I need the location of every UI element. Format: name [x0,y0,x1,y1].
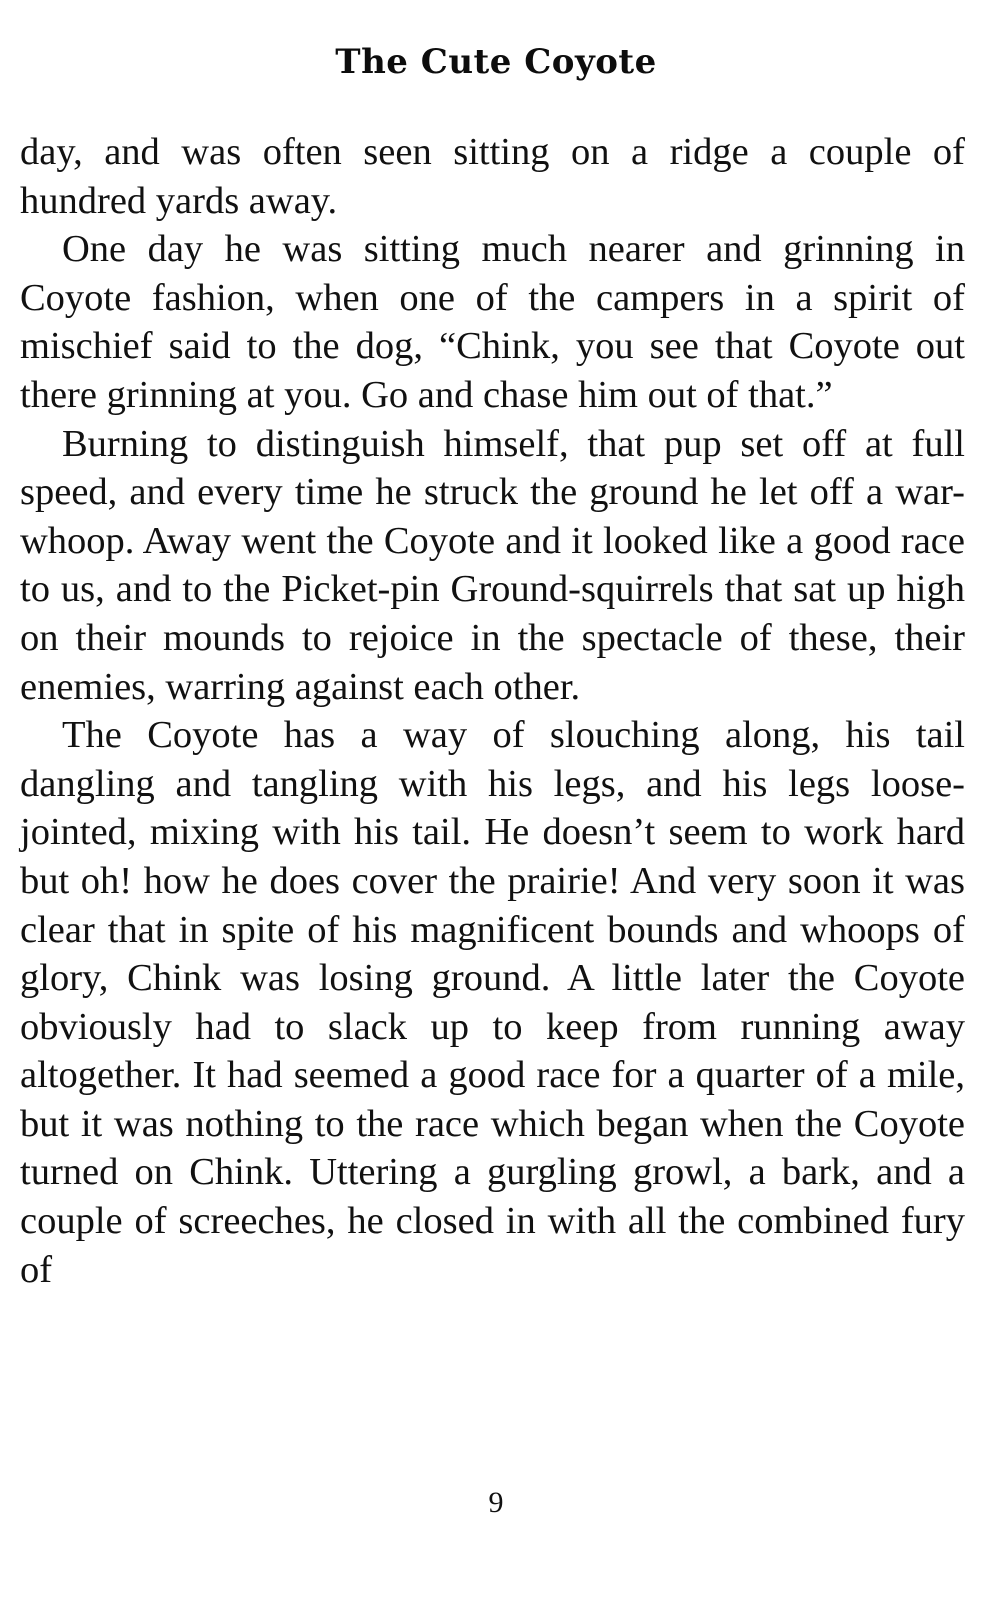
paragraph: Burning to distinguish himself, that pup set off at full speed, and every time he struck the ground he let off a war-whoop. Away went the Coyote and it looked like a good race to us, and to the Picket-pin Ground-squirrels that sat up high on their mounds to rejoice in the spectacle of these, their enemies, warring against each other. [20,422,965,708]
body-text [20,128,965,1294]
paragraph: One day he was sitting much nearer and grinning in Coyote fashion, when one of the campers in a spirit of mischief said to the dog, “Chink, you see that Coyote out there grinning at you. Go and chase him out of that.” [20,228,965,416]
page-number: 9 [488,1486,504,1519]
paragraph: The Coyote has a way of slouching along, his tail dangling and tangling with his legs, and his legs loose-jointed, mixing with his tail. He doesn’t seem to work hard but oh! how he does cover the prairie! And very soon it was clear that in spite of his magnificent bounds and whoops of glory, Chink was losing ground. A little later the Coyote obviously had to slack up to keep from running away altogether. It had seemed a good race for a quarter of a mile, but it was nothing to the race which began when the Coyote turned on Chink. Uttering a gurgling growl, a bark, and a couple of screeches, he closed in with all the combined fury of [20,714,965,1291]
paragraph-continued: day, and was often seen sitting on a ridge a couple of hundred yards away. [20,131,965,222]
running-title: The Cute Coyote [335,42,657,82]
